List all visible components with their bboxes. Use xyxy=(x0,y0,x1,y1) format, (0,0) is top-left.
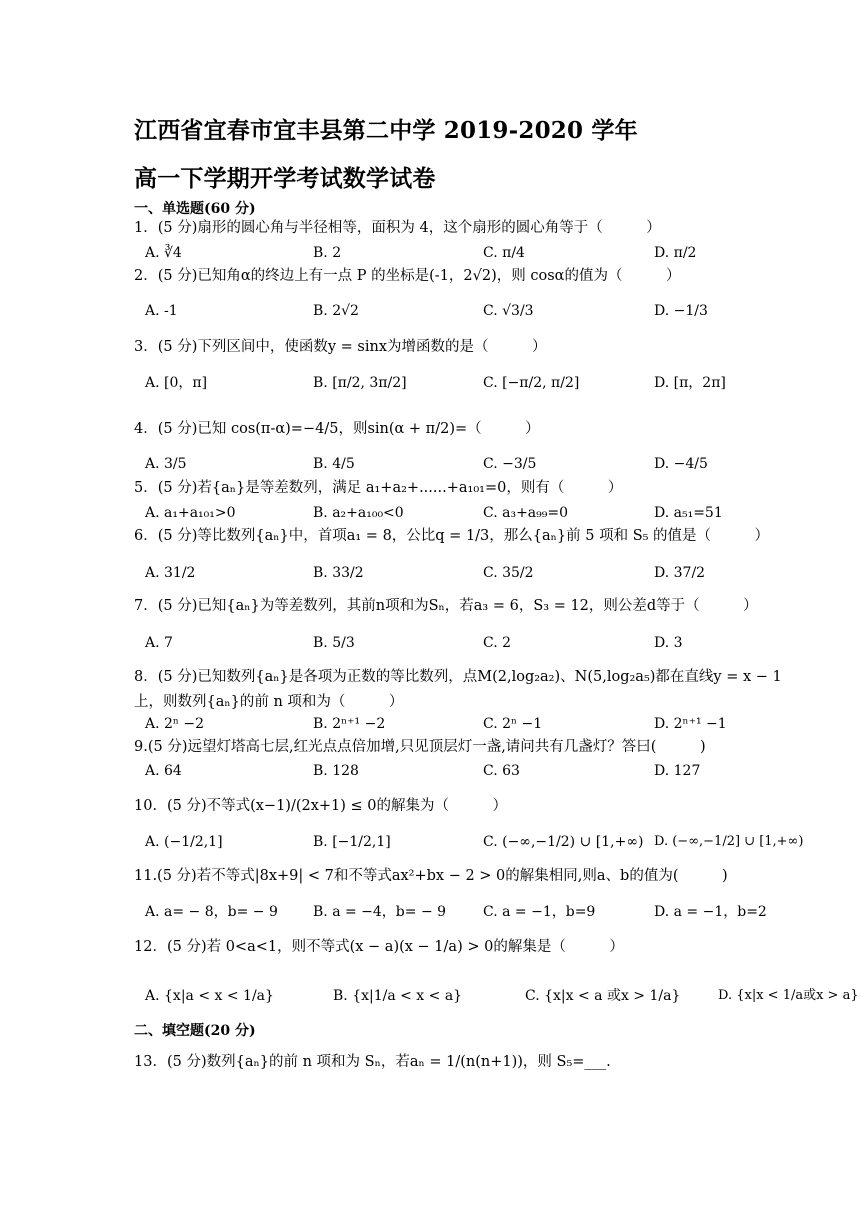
q11-option-c: C. a = −1，b=9 xyxy=(483,904,596,920)
q9-option-a: A. 64 xyxy=(145,763,182,779)
q9-option-b: B. 128 xyxy=(313,763,359,779)
q11-option-d: D. a = −1，b=2 xyxy=(654,904,767,920)
q2-option-b: B. 2√2 xyxy=(313,303,359,319)
q1-option-c: C. π/4 xyxy=(483,245,525,261)
q5-option-d: D. a₅₁=51 xyxy=(654,505,723,521)
question-8-stem: 8．(5 分)已知数列{aₙ}是各项为正数的等比数列，点M(2,log₂a₂)、N(5,log₂a₅)都在直线y = x − 1 xyxy=(134,669,782,685)
q3-option-a: A. [0，π] xyxy=(145,375,208,391)
q6-option-d: D. 37/2 xyxy=(654,565,706,581)
q6-option-c: C. 35/2 xyxy=(483,565,534,581)
q10-option-b: B. [−1/2,1] xyxy=(313,834,391,850)
q10-option-c: C. (−∞,−1/2) ∪ [1,+∞) xyxy=(483,834,644,850)
q12-option-c: C. {x|x < a 或x > 1/a} xyxy=(525,988,681,1004)
question-8-stem-continued: 上，则数列{aₙ}的前 n 项和为（ ） xyxy=(134,694,404,710)
q5-option-a: A. a₁+a₁₀₁>0 xyxy=(145,505,236,521)
q9-option-d: D. 127 xyxy=(654,763,701,779)
q8-option-d: D. 2ⁿ⁺¹ −1 xyxy=(654,716,727,732)
q1-option-a: A. ∛4 xyxy=(145,245,182,261)
question-5-stem: 5．(5 分)若{aₙ}是等差数列，满足 a₁+a₂+......+a₁₀₁=0，则有（ ） xyxy=(134,480,623,496)
question-4-stem: 4．(5 分)已知 cos(π-α)=−4/5，则sin(α + π/2)=（ ） xyxy=(134,421,540,437)
q6-option-a: A. 31/2 xyxy=(145,565,196,581)
q7-option-a: A. 7 xyxy=(145,635,173,651)
question-3-stem: 3．(5 分)下列区间中，使函数y = sinx为增函数的是（ ） xyxy=(134,339,547,355)
question-12-stem: 12．(5 分)若 0<a<1，则不等式(x − a)(x − 1/a) > 0的解集是（ ） xyxy=(134,939,624,955)
q7-option-d: D. 3 xyxy=(654,635,683,651)
q7-option-c: C. 2 xyxy=(483,635,512,651)
q9-option-c: C. 63 xyxy=(483,763,520,779)
q3-option-c: C. [−π/2, π/2] xyxy=(483,375,580,391)
paper-title-line1: 江西省宜春市宜丰县第二中学 2019-2020 学年 xyxy=(134,117,638,144)
q5-option-c: C. a₃+a₉₉=0 xyxy=(483,505,569,521)
question-7-stem: 7．(5 分)已知{aₙ}为等差数列，其前n项和为Sₙ，若a₃ = 6，S₃ = 12，则公差d等于（ ） xyxy=(134,598,758,614)
q11-option-a: A. a= − 8，b= − 9 xyxy=(145,904,278,920)
section-heading-single-choice: 一、单选题(60 分) xyxy=(134,201,256,217)
q2-option-d: D. −1/3 xyxy=(654,303,708,319)
q7-option-b: B. 5/3 xyxy=(313,635,355,651)
q12-option-d: D. {x|x < 1/a或x > a} xyxy=(718,988,859,1003)
question-10-stem: 10．(5 分)不等式(x−1)/(2x+1) ≤ 0的解集为（ ） xyxy=(134,798,508,814)
question-1-stem: 1．(5 分)扇形的圆心角与半径相等，面积为 4，这个扇形的圆心角等于（ ） xyxy=(134,220,661,236)
q2-option-c: C. √3/3 xyxy=(483,303,534,319)
q4-option-b: B. 4/5 xyxy=(313,456,355,472)
question-2-stem: 2．(5 分)已知角α的终边上有一点 P 的坐标是(-1，2√2)，则 cosα的值为（ ） xyxy=(134,268,681,284)
question-6-stem: 6．(5 分)等比数列{aₙ}中，首项a₁ = 8，公比q = 1/3，那么{aₙ}前 5 项和 S₅ 的值是（ ） xyxy=(134,528,770,544)
q12-option-a: A. {x|a < x < 1/a} xyxy=(145,988,274,1004)
q1-option-d: D. π/2 xyxy=(654,245,697,261)
question-13-stem: 13．(5 分)数列{aₙ}的前 n 项和为 Sₙ，若aₙ = 1/(n(n+1))，则 S₅=___. xyxy=(134,1054,611,1070)
q10-option-a: A. (−1/2,1] xyxy=(145,834,223,850)
q3-option-b: B. [π/2, 3π/2] xyxy=(313,375,407,391)
question-9-stem: 9.(5 分)远望灯塔高七层,红光点点倍加增,只见顶层灯一盏,请问共有几盏灯？答曰( ) xyxy=(134,739,706,755)
q12-option-b: B. {x|1/a < x < a} xyxy=(333,988,463,1004)
q6-option-b: B. 33/2 xyxy=(313,565,364,581)
q10-option-d: D. (−∞,−1/2] ∪ [1,+∞) xyxy=(654,834,804,849)
q8-option-a: A. 2ⁿ −2 xyxy=(145,716,205,732)
q3-option-d: D. [π，2π] xyxy=(654,375,726,391)
paper-title-line2: 高一下学期开学考试数学试卷 xyxy=(134,165,436,192)
q2-option-a: A. -1 xyxy=(145,303,178,319)
q5-option-b: B. a₂+a₁₀₀<0 xyxy=(313,505,404,521)
q4-option-c: C. −3/5 xyxy=(483,456,537,472)
q1-option-b: B. 2 xyxy=(313,245,342,261)
question-11-stem: 11.(5 分)若不等式|8x+9| < 7和不等式ax²+bx − 2 > 0的解集相同,则a、b的值为( ) xyxy=(134,868,728,884)
q4-option-a: A. 3/5 xyxy=(145,456,187,472)
q4-option-d: D. −4/5 xyxy=(654,456,708,472)
q8-option-b: B. 2ⁿ⁺¹ −2 xyxy=(313,716,386,732)
q11-option-b: B. a = −4，b= − 9 xyxy=(313,904,447,920)
q8-option-c: C. 2ⁿ −1 xyxy=(483,716,543,732)
section-heading-fill-in: 二、填空题(20 分) xyxy=(134,1023,256,1039)
